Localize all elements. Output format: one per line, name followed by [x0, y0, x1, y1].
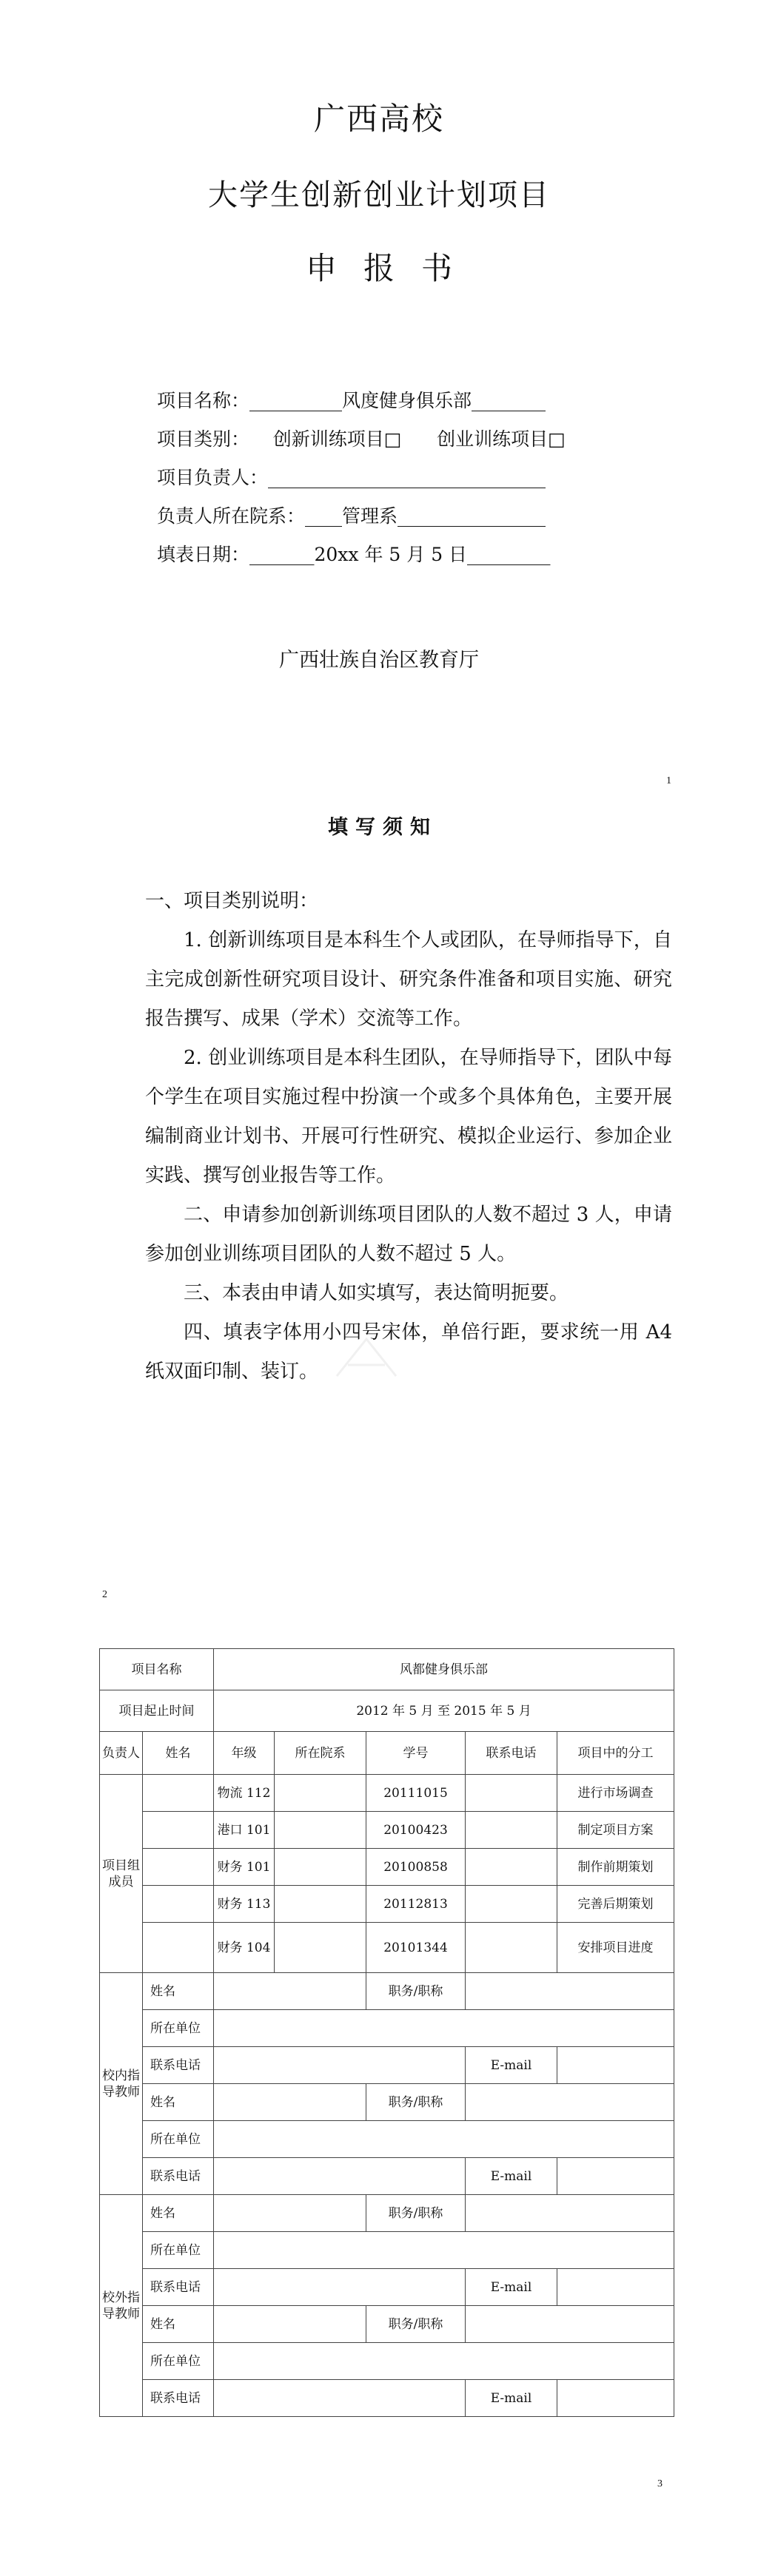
member-phone: [466, 1812, 557, 1849]
header-student-id: 学号: [366, 1732, 466, 1775]
row-internal-advisor-1-contact: [100, 2047, 674, 2084]
row-internal-advisor-1-unit: [100, 2010, 674, 2047]
member-student-id: 20100858: [366, 1849, 466, 1886]
row-external-advisor-2-name: [100, 2306, 674, 2343]
instructions-item-2: 2. 创业训练项目是本科生团队，在导师指导下，团队中每个学生在项目实施过程中扮演一个或多个具体角色，主要开展编制商业计划书、开展可行性研究、模拟企业运行、参加企业实践、撰写创业报告等工作。: [145, 1047, 672, 1187]
label-advisor-name: 姓名: [143, 2195, 214, 2232]
member-department: [275, 1812, 366, 1849]
value-project-period: 2012 年 5 月 至 2015 年 5 月: [214, 1690, 674, 1732]
label-project-period: 项目起止时间: [100, 1690, 214, 1732]
label-leader: 负责人: [100, 1732, 143, 1775]
page-number-3: 3: [657, 2478, 663, 2489]
label-advisor-unit: 所在单位: [143, 2010, 214, 2047]
value-advisor-name: [214, 2084, 366, 2121]
value-advisor-unit: [214, 2343, 674, 2380]
label-advisor-email: E-mail: [466, 2380, 557, 2417]
member-student-id: 20100423: [366, 1812, 466, 1849]
value-advisor-phone: [214, 2047, 466, 2084]
member-phone: [466, 1886, 557, 1923]
member-phone: [466, 1923, 557, 1973]
value-advisor-unit: [214, 2010, 674, 2047]
label-advisor-title: 职务/职称: [366, 1973, 466, 2010]
member-role: 安排项目进度: [557, 1923, 674, 1973]
member-name: [143, 1886, 214, 1923]
row-external-advisor-2-contact: [100, 2380, 674, 2417]
label-advisor-unit: 所在单位: [143, 2121, 214, 2158]
application-form-table: [99, 1648, 674, 2417]
member-role: 制定项目方案: [557, 1812, 674, 1849]
member-department: [275, 1923, 366, 1973]
header-role: 项目中的分工: [557, 1732, 674, 1775]
table-row-member: [100, 1923, 674, 1973]
header-phone: 联系电话: [466, 1732, 557, 1775]
value-advisor-name: [214, 2195, 366, 2232]
member-name: [143, 1775, 214, 1812]
row-member-header: [100, 1732, 674, 1775]
table-row-member: [100, 1886, 674, 1923]
row-external-advisor-1-unit: [100, 2232, 674, 2269]
label-advisor-email: E-mail: [466, 2158, 557, 2195]
issuer: 广西壮族自治区教育厅: [279, 649, 479, 672]
value-advisor-unit: [214, 2232, 674, 2269]
row-internal-advisor-2-contact: [100, 2158, 674, 2195]
member-name: [143, 1923, 214, 1973]
instructions-section-1: 一、项目类别说明：: [145, 890, 319, 912]
value-advisor-name: [214, 2306, 366, 2343]
instructions-section-2: 二、申请参加创新训练项目团队的人数不超过 3 人，申请参加创业训练项目团队的人数不超过 5 人。: [145, 1204, 672, 1265]
value-advisor-phone: [214, 2380, 466, 2417]
value-advisor-title: [466, 2306, 674, 2343]
row-internal-advisor-1-name: [100, 1973, 674, 2010]
member-grade: 财务 104: [214, 1923, 275, 1973]
label-external-advisors: 校外指导教师: [100, 2195, 143, 2417]
page-number-1: 1: [666, 775, 671, 786]
row-external-advisor-2-unit: [100, 2343, 674, 2380]
instructions-item-1: 1. 创新训练项目是本科生个人或团队，在导师指导下，自主完成创新性研究项目设计、研究条件准备和项目实施、研究报告撰写、成果（学术）交流等工作。: [145, 929, 672, 1030]
value-advisor-unit: [214, 2121, 674, 2158]
label-advisor-name: 姓名: [143, 1973, 214, 2010]
header-grade: 年级: [214, 1732, 275, 1775]
label-advisor-phone: 联系电话: [143, 2158, 214, 2195]
member-grade: 财务 113: [214, 1886, 275, 1923]
value-advisor-title: [466, 2084, 674, 2121]
field-leader: 项目负责人：______________________________: [157, 467, 546, 488]
member-grade: 港口 101: [214, 1812, 275, 1849]
label-advisor-email: E-mail: [466, 2269, 557, 2306]
value-advisor-title: [466, 2195, 674, 2232]
label-advisor-title: 职务/职称: [366, 2084, 466, 2121]
member-role: 进行市场调查: [557, 1775, 674, 1812]
value-advisor-email: [557, 2158, 674, 2195]
row-project-name: [100, 1649, 674, 1690]
row-internal-advisor-2-name: [100, 2084, 674, 2121]
value-advisor-title: [466, 1973, 674, 2010]
header-name: 姓名: [143, 1732, 214, 1775]
field-project-type: 项目类别： 创新训练项目□ 创业训练项目□: [157, 428, 566, 450]
label-advisor-phone: 联系电话: [143, 2269, 214, 2306]
label-advisor-phone: 联系电话: [143, 2380, 214, 2417]
label-advisor-unit: 所在单位: [143, 2343, 214, 2380]
member-student-id: 20111015: [366, 1775, 466, 1812]
value-advisor-name: [214, 1973, 366, 2010]
member-phone: [466, 1775, 557, 1812]
value-advisor-email: [557, 2380, 674, 2417]
label-advisor-phone: 联系电话: [143, 2047, 214, 2084]
instructions-section-4: 四、填表字体用小四号宋体，单倍行距，要求统一用 A4 纸双面印制、装订。: [145, 1321, 672, 1383]
cover-title-region: 广西高校: [313, 101, 444, 137]
value-advisor-phone: [214, 2269, 466, 2306]
value-advisor-email: [557, 2269, 674, 2306]
member-department: [275, 1886, 366, 1923]
member-name: [143, 1812, 214, 1849]
label-advisor-name: 姓名: [143, 2084, 214, 2121]
table-row-member: [100, 1775, 674, 1812]
label-advisor-name: 姓名: [143, 2306, 214, 2343]
instructions-heading: 填写须知: [328, 816, 437, 839]
member-student-id: 20101344: [366, 1923, 466, 1973]
label-members: 项目组成员: [100, 1775, 143, 1973]
watermark-icon: [333, 1332, 400, 1383]
field-project-name: 项目名称：__________风度健身俱乐部________: [157, 390, 546, 411]
member-phone: [466, 1849, 557, 1886]
member-department: [275, 1849, 366, 1886]
label-advisor-unit: 所在单位: [143, 2232, 214, 2269]
row-external-advisor-1-name: [100, 2195, 674, 2232]
table-row-member: [100, 1849, 674, 1886]
member-student-id: 20112813: [366, 1886, 466, 1923]
label-advisor-title: 职务/职称: [366, 2195, 466, 2232]
value-project-name: 风都健身俱乐部: [214, 1649, 674, 1690]
label-project-name: 项目名称: [100, 1649, 214, 1690]
member-grade: 物流 112: [214, 1775, 275, 1812]
label-advisor-email: E-mail: [466, 2047, 557, 2084]
member-department: [275, 1775, 366, 1812]
value-advisor-phone: [214, 2158, 466, 2195]
member-name: [143, 1849, 214, 1886]
row-project-period: [100, 1690, 674, 1732]
page-number-2: 2: [102, 1589, 107, 1600]
instructions-section-3: 三、本表由申请人如实填写，表达简明扼要。: [184, 1282, 569, 1304]
field-date: 填表日期：_______20xx 年 5 月 5 日_________: [157, 544, 551, 565]
label-internal-advisors: 校内指导教师: [100, 1973, 143, 2195]
header-department: 所在院系: [275, 1732, 366, 1775]
cover-title-program: 大学生创新创业计划项目: [208, 178, 550, 212]
cover-title-application: 申报书: [305, 250, 479, 286]
member-role: 完善后期策划: [557, 1886, 674, 1923]
member-role: 制作前期策划: [557, 1849, 674, 1886]
label-advisor-title: 职务/职称: [366, 2306, 466, 2343]
field-department: 负责人所在院系：____管理系________________: [157, 505, 546, 527]
value-advisor-email: [557, 2047, 674, 2084]
table-row-member: [100, 1812, 674, 1849]
member-grade: 财务 101: [214, 1849, 275, 1886]
row-external-advisor-1-contact: [100, 2269, 674, 2306]
row-internal-advisor-2-unit: [100, 2121, 674, 2158]
